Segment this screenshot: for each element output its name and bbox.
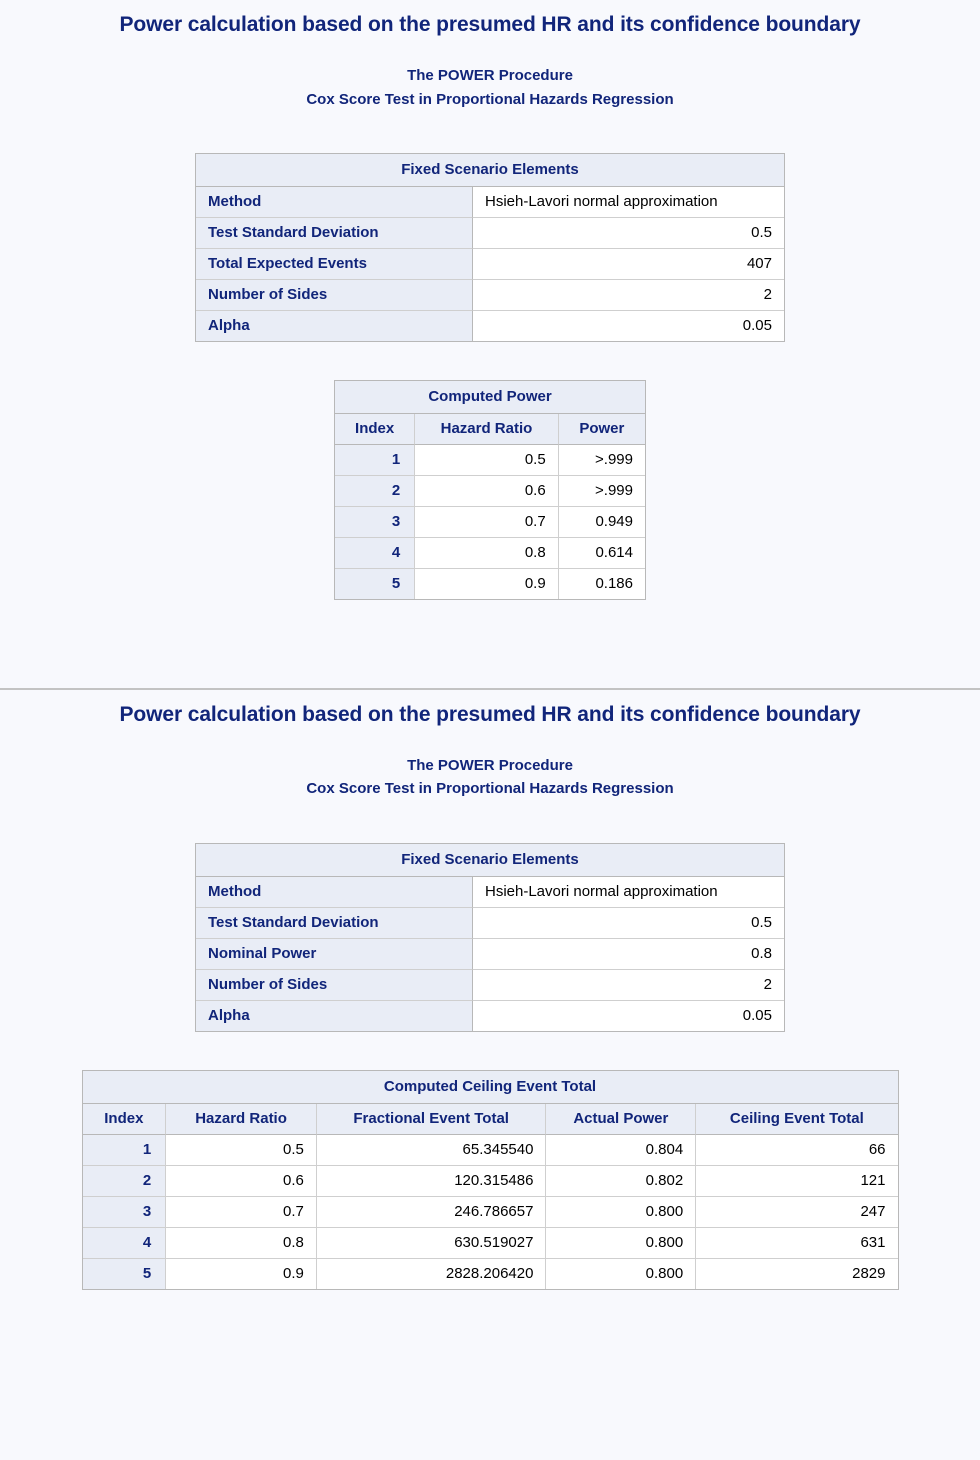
cell-ceiling-event-total: 631 [696,1228,897,1259]
computed-ceiling-event-total-wrap [0,1070,980,1290]
row-label: Test Standard Deviation [196,218,473,249]
table-caption: Fixed Scenario Elements [196,154,784,187]
cell-index: 1 [335,445,415,476]
row-value: 0.8 [473,939,784,970]
row-value: Hsieh-Lavori normal approximation [473,877,784,908]
row-value: 0.5 [473,218,784,249]
table-header-row [83,1104,898,1135]
table-row [196,187,784,218]
table-row [196,970,784,1001]
column-header-power: Power [559,414,645,445]
table-caption: Fixed Scenario Elements [196,844,784,877]
cell-actual-power: 0.800 [546,1228,696,1259]
cell-hazard-ratio: 0.7 [166,1197,317,1228]
table-row [196,908,784,939]
cell-hazard-ratio: 0.9 [415,569,558,599]
table-row [196,280,784,311]
cell-ceiling-event-total: 121 [696,1166,897,1197]
table-row [196,1001,784,1031]
cell-power: >.999 [559,476,645,507]
row-label: Method [196,877,473,908]
procedure-name: The POWER Procedure [407,67,573,85]
table-row [335,538,645,569]
cell-hazard-ratio: 0.8 [166,1228,317,1259]
cell-index: 4 [83,1228,167,1259]
fixed-scenario-elements-wrap-2 [0,843,980,1032]
procedure-name: The POWER Procedure [407,757,573,774]
table-row [196,218,784,249]
table-row [83,1228,898,1259]
column-header-hazard-ratio: Hazard Ratio [415,414,558,445]
row-label: Number of Sides [196,970,473,1001]
cell-power: 0.949 [559,507,645,538]
table-row [196,249,784,280]
row-label: Nominal Power [196,939,473,970]
table-row [196,877,784,908]
cell-ceiling-event-total: 247 [696,1197,897,1228]
table-header-row [335,414,645,445]
table-row [83,1197,898,1228]
row-value: 2 [473,970,784,1001]
column-header-actual-power: Actual Power [546,1104,696,1135]
table-caption: Computed Ceiling Event Total [83,1071,898,1104]
procedure-heading [0,38,980,111]
cell-fractional-event-total: 2828.206420 [317,1259,547,1289]
table-row [83,1166,898,1197]
cell-index: 5 [335,569,415,599]
row-label: Total Expected Events [196,249,473,280]
cell-ceiling-event-total: 2829 [696,1259,897,1289]
cell-power: 0.186 [559,569,645,599]
table-row [196,939,784,970]
cell-index: 5 [83,1259,167,1289]
cell-power: >.999 [559,445,645,476]
table-caption-row [335,381,645,414]
row-label: Test Standard Deviation [196,908,473,939]
row-value: 407 [473,249,784,280]
column-header-fractional-event-total: Fractional Event Total [317,1104,547,1135]
cell-index: 3 [83,1197,167,1228]
column-header-index: Index [83,1104,167,1135]
cell-index: 3 [335,507,415,538]
cell-fractional-event-total: 120.315486 [317,1166,547,1197]
table-row [335,507,645,538]
table-row [335,569,645,599]
cell-power: 0.614 [559,538,645,569]
cell-actual-power: 0.800 [546,1197,696,1228]
table-row [335,476,645,507]
cell-index: 2 [335,476,415,507]
cell-actual-power: 0.800 [546,1259,696,1289]
procedure-subtitle: Cox Score Test in Proportional Hazards Regression [306,90,674,108]
cell-index: 1 [83,1135,167,1166]
cell-index: 2 [83,1166,167,1197]
table-row [196,311,784,341]
row-value: 2 [473,280,784,311]
column-header-hazard-ratio: Hazard Ratio [166,1104,317,1135]
computed-power-table [334,380,646,600]
cell-actual-power: 0.802 [546,1166,696,1197]
cell-hazard-ratio: 0.8 [415,538,558,569]
cell-hazard-ratio: 0.5 [166,1135,317,1166]
row-value: Hsieh-Lavori normal approximation [473,187,784,218]
procedure-subtitle: Cox Score Test in Proportional Hazards Regression [306,780,674,798]
computed-power-wrap [0,380,980,600]
output-section-1 [0,0,980,688]
cell-hazard-ratio: 0.9 [166,1259,317,1289]
cell-fractional-event-total: 630.519027 [317,1228,547,1259]
table-row [83,1135,898,1166]
row-label: Number of Sides [196,280,473,311]
table-caption-row [83,1071,898,1104]
cell-hazard-ratio: 0.7 [415,507,558,538]
cell-hazard-ratio: 0.6 [415,476,558,507]
fixed-scenario-elements-table-1 [195,153,785,342]
table-row [335,445,645,476]
page-title: Power calculation based on the presumed HR and its confidence boundary [119,13,861,36]
output-section-2 [0,690,980,1320]
page-title-2: Power calculation based on the presumed HR and its confidence boundary [119,702,861,726]
row-label: Method [196,187,473,218]
table-caption-row [196,154,784,187]
cell-hazard-ratio: 0.5 [415,445,558,476]
row-value: 0.05 [473,1001,784,1031]
column-header-ceiling-event-total: Ceiling Event Total [696,1104,897,1135]
fixed-scenario-elements-table-2 [195,843,785,1032]
fixed-scenario-elements-wrap-1 [0,153,980,342]
row-value: 0.5 [473,908,784,939]
cell-hazard-ratio: 0.6 [166,1166,317,1197]
cell-fractional-event-total: 65.345540 [317,1135,547,1166]
cell-index: 4 [335,538,415,569]
cell-fractional-event-total: 246.786657 [317,1197,547,1228]
row-value: 0.05 [473,311,784,341]
table-caption-row [196,844,784,877]
table-row [83,1259,898,1289]
row-label: Alpha [196,1001,473,1031]
computed-ceiling-event-total-table [82,1070,899,1290]
cell-ceiling-event-total: 66 [696,1135,897,1166]
table-caption: Computed Power [335,381,645,414]
procedure-heading-2 [0,728,980,801]
column-header-index: Index [335,414,415,445]
row-label: Alpha [196,311,473,341]
cell-actual-power: 0.804 [546,1135,696,1166]
